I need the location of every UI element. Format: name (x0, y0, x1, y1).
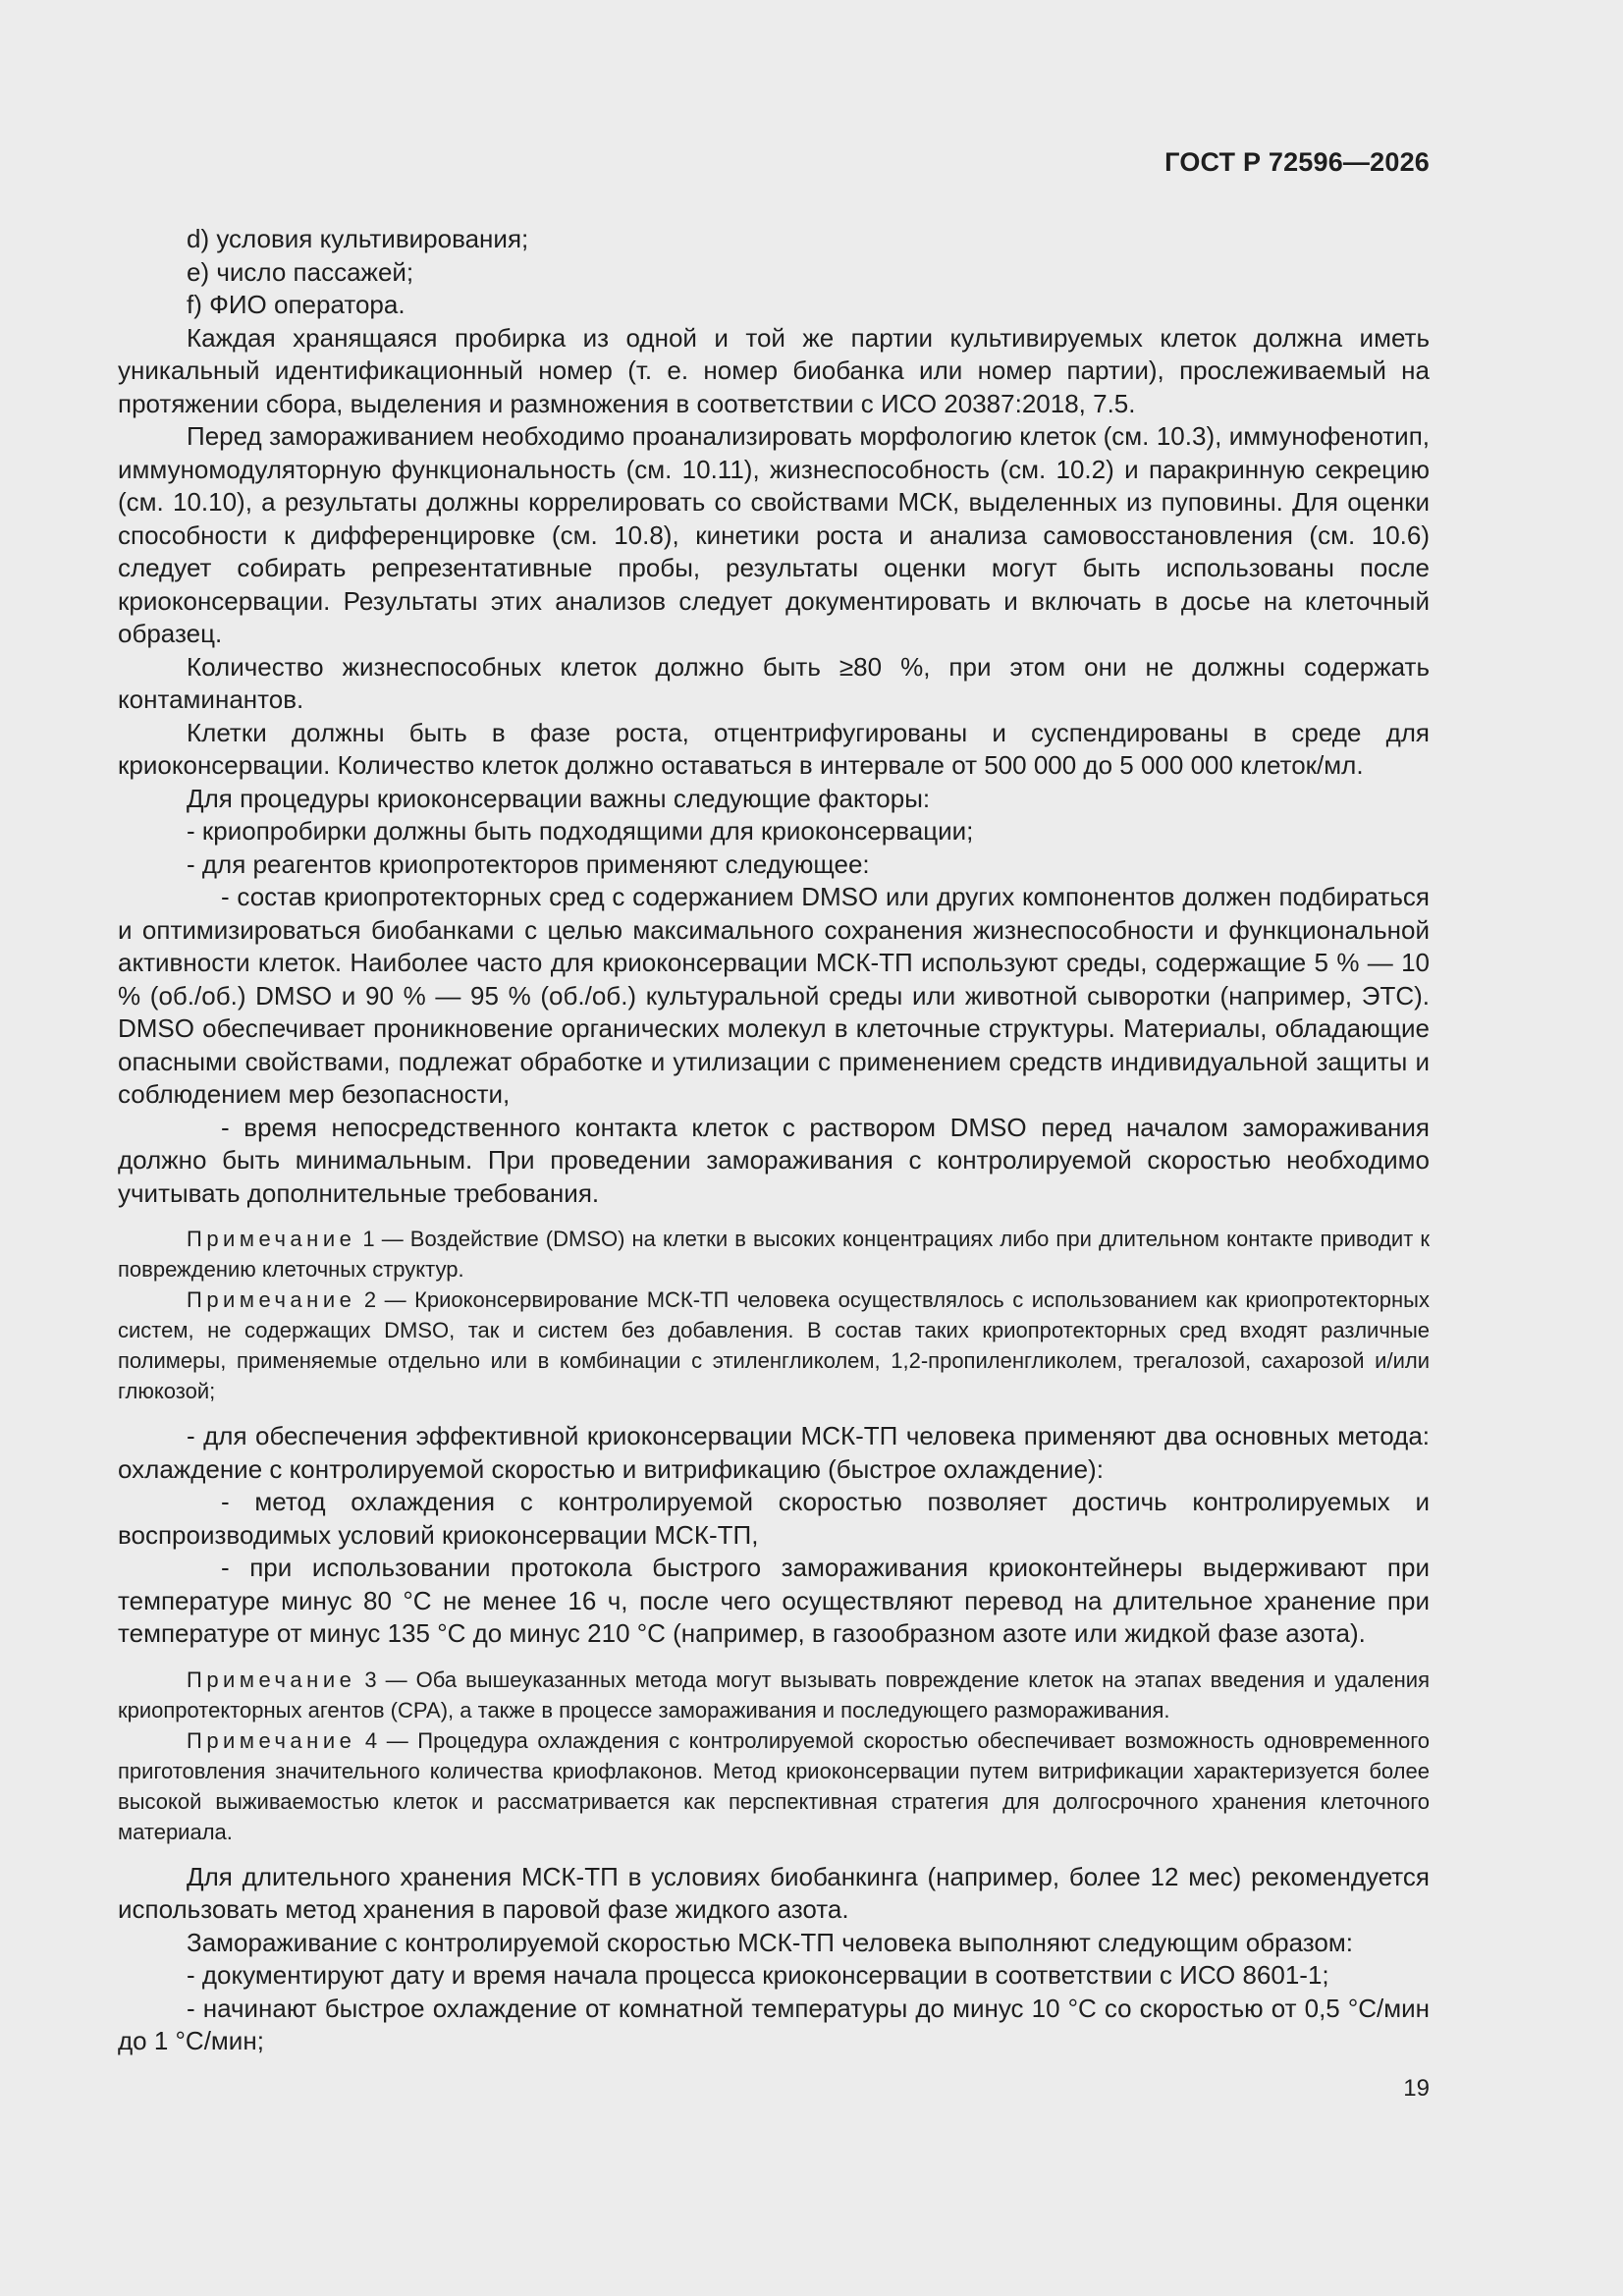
note-text: 2 — Криоконсервирование МСК-ТП человека осуществлялось с использованием как криопротекторных систем, не содержащих DMSO, так и систем без добавления. В состав таких криопротекторных сред входят различные полимеры, применяемые отдельно или в комбинации с этиленгликолем, 1,2-пропиленгликолем, трегалозой, сахарозой и/или глюкозой; (118, 1287, 1430, 1403)
page-number: 19 (1403, 2075, 1430, 2102)
note-label: Примечание (187, 1727, 356, 1753)
note-2 (118, 1285, 1430, 1406)
note-text: 4 — Процедура охлаждения с контролируемой скоростью обеспечивает возможность одновременного приготовления значительного количества криофлаконов. Метод криоконсервации путем витрификации характеризуется более высокой выживаемостью клеток и рассматривается как перспективная стратегия для долгосрочного хранения клеточного материала. (118, 1727, 1430, 1844)
subbullet-media-composition: - состав криопротекторных сред с содержанием DMSO или других компонентов должен подбираться и оптимизироваться биобанками с целью максимального сохранения жизнеспособности и функциональной активности клеток. Наиболее часто для криоконсервации МСК-ТП используют среды, содержащие 5 % — 10 % (об./об.) DMSO и 90 % — 95 % (об./об.) культуральной среды или животной сыворотки (например, ЭТС). DMSO обеспечивает проникновение органических молекул в клеточные структуры. Материалы, обладающие опасными свойствами, подлежат обработке и утилизации с применением средств индивидуальной защиты и соблюдением мер безопасности, (118, 882, 1430, 1109)
paragraph-viable-cells: Количество жизнеспособных клеток должно быть ≥80 %, при этом они не должны содержать контаминантов. (118, 651, 1430, 714)
bullet-rapid-cooling: - начинают быстрое охлаждение от комнатной температуры до минус 10 °С со скоростью от 0,5 °С/мин до 1 °С/мин; (118, 1993, 1430, 2055)
note-4 (118, 1725, 1430, 1847)
subbullet-controlled-rate: - метод охлаждения с контролируемой скоростью позволяет достичь контролируемых и воспроизводимых условий криоконсервации МСК-ТП, (118, 1487, 1430, 1550)
paragraph-pre-freezing-analysis: Перед замораживанием необходимо проанализировать морфологию клеток (см. 10.3), иммунофенотип, иммуномодуляторную функциональность (см. 10.11), жизнеспособность (см. 10.2) и паракринную секрецию (см. 10.10), а результаты должны коррелировать со свойствами МСК, выделенных из пуповины. Для оценки способности к дифференцировке (см. 10.8), кинетики роста и анализа самовосстановления (см. 10.6) следует собирать репрезентативные пробы, результаты оценки могут быть использованы после криоконсервации. Результаты этих анализов следует документировать и включать в досье на клеточный образец. (118, 421, 1430, 648)
note-1 (118, 1224, 1430, 1285)
note-label: Примечание (187, 1667, 356, 1692)
list-item-d: d) условия культивирования; (187, 224, 529, 253)
standard-code-header: ГОСТ Р 72596—2026 (1164, 147, 1430, 177)
note-label: Примечание (187, 1287, 356, 1312)
subbullet-rapid-freezing: - при использовании протокола быстрого замораживания криоконтейнеры выдерживают при температуре минус 80 °С не менее 16 ч, после чего осуществляют перевод на длительное хранение при температуре от минус 135 °С до минус 210 °С (например, в газообразном азоте или жидкой фазе азота). (118, 1553, 1430, 1648)
bullet-cryoprotectants: - для реагентов криопротекторов применяют следующее: (187, 848, 870, 879)
paragraph-tube-id: Каждая хранящаяся пробирка из одной и той же партии культивируемых клеток должна иметь уникальный идентификационный номер (т. е. номер биобанка или номер партии), прослеживаемый на протяжении сбора, выделения и размножения в соответствии с ИСО 20387:2018, 7.5. (118, 322, 1430, 418)
bullet-document-date: - документируют дату и время начала процесса криоконсервации в соответствии с ИСО 8601-1; (187, 1960, 1329, 1990)
note-label: Примечание (187, 1227, 356, 1251)
paragraph-controlled-freezing-intro: Замораживание с контролируемой скоростью МСК-ТП человека выполняют следующим образом: (187, 1927, 1353, 1957)
paragraph-growth-phase: Клетки должны быть в фазе роста, отцентрифугированы и суспендированы в среде для криоконсервации. Количество клеток должно оставаться в интервале от 500 000 до 5 000 000 клеток/мл. (118, 717, 1430, 780)
page-body (118, 223, 1430, 2058)
paragraph-factors-intro: Для процедуры криоконсервации важны следующие факторы: (187, 783, 931, 813)
list-item-f: f) ФИО оператора. (187, 290, 406, 319)
subbullet-contact-time: - время непосредственного контакта клеток с раствором DMSO перед началом замораживания должно быть минимальным. При проведении замораживания с контролируемой скоростью необходимо учитывать дополнительные требования. (118, 1112, 1430, 1208)
paragraph-long-term-storage: Для длительного хранения МСК-ТП в условиях биобанкинга (например, более 12 мес) рекомендуется использовать метод хранения в паровой фазе жидкого азота. (118, 1861, 1430, 1924)
bullet-two-methods: - для обеспечения эффективной криоконсервации МСК-ТП человека применяют два основных метода: охлаждение с контролируемой скоростью и витрификацию (быстрое охлаждение): (118, 1421, 1430, 1484)
note-3 (118, 1665, 1430, 1725)
list-item-e: е) число пассажей; (187, 256, 414, 287)
note-text: 3 — Оба вышеуказанных метода могут вызывать повреждение клеток на этапах введения и удаления криопротекторных агентов (СРА), а также в процессе замораживания и последующего размораживания. (118, 1667, 1430, 1722)
bullet-cryotubes: - криопробирки должны быть подходящими для криоконсервации; (187, 816, 974, 846)
note-text: 1 — Воздействие (DMSO) на клетки в высоких концентрациях либо при длительном контакте приводит к повреждению клеточных структур. (118, 1227, 1430, 1282)
